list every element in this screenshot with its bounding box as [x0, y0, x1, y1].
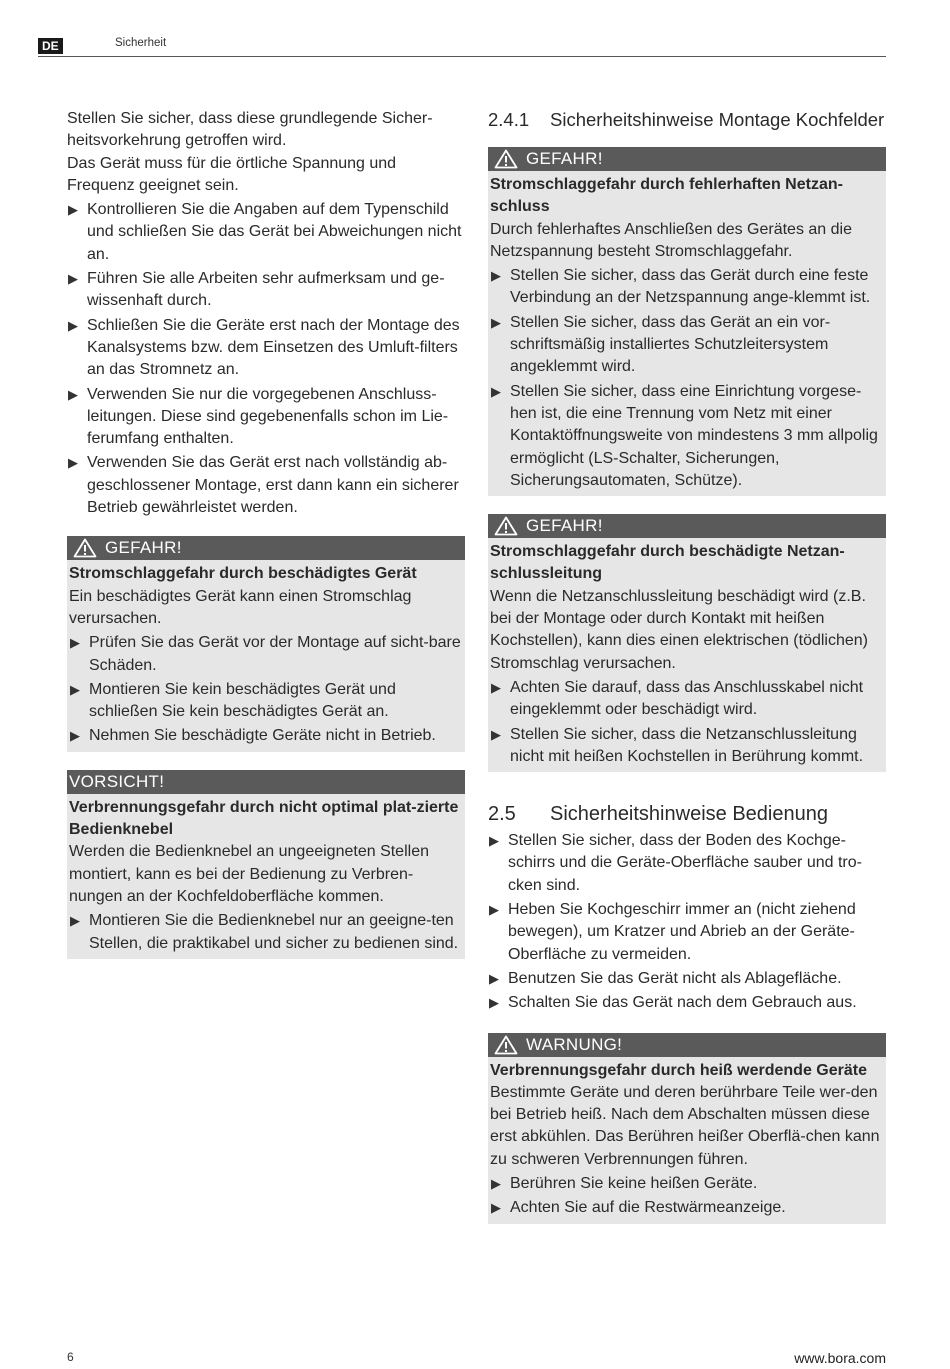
caution-text: Werden die Bedienknebel an ungeeigneten Stellen montiert, kann es bei der Bedienung zu Verbren-nungen an der Kochfeldoberfläche kommen.: [69, 843, 429, 905]
list-item: ▶ Stellen Sie sicher, dass der Boden des Kochge-schirrs und die Geräte-Oberfläche sauber und tro-cken sind.: [489, 832, 862, 894]
bullet-triangle-icon: ▶: [68, 271, 78, 287]
bullet-triangle-icon: ▶: [70, 913, 80, 929]
bullet-triangle-icon: ▶: [489, 970, 499, 986]
section-number: 2.5: [488, 803, 516, 826]
bullet-triangle-icon: ▶: [491, 726, 501, 742]
list-item: ▶ Achten Sie darauf, dass das Anschlusskabel nicht eingeklemmt oder beschädigt wird.: [491, 678, 864, 719]
danger-label: GEFAHR!: [526, 149, 603, 168]
danger-box: [488, 514, 886, 772]
danger-title: Stromschlaggefahr durch fehlerhaften Netzan-schluss: [490, 176, 843, 216]
bullet-triangle-icon: ▶: [491, 314, 501, 330]
danger-text: Ein beschädigtes Gerät kann einen Stromschlag verursachen.: [69, 587, 412, 627]
bullet-triangle-icon: ▶: [489, 902, 499, 918]
bullet-triangle-icon: ▶: [489, 833, 499, 849]
left-column: [67, 108, 465, 959]
list-item: ▶ Stellen Sie sicher, dass eine Einrichtung vorgese-hen ist, die eine Trennung vom Netz mit einer Kontaktöffnungsweite von mindestens 3 mm allpolig ermöglicht (LS-Schalter, Sicherungen, Sicherungsautomaten, Schütze).: [491, 382, 878, 489]
danger-title: Stromschlaggefahr durch beschädigte Netzan-schlussleitung: [490, 543, 845, 583]
bullet-triangle-icon: ▶: [70, 728, 80, 744]
bullet-triangle-icon: ▶: [491, 268, 501, 284]
section-number: 2.4.1: [488, 109, 530, 130]
danger-label: GEFAHR!: [105, 538, 182, 558]
list-item: ▶ Verwenden Sie das Gerät erst nach vollständig ab-geschlossener Montage, erst dann kann ein sicherer Betrieb gewährleistet werden.: [68, 454, 459, 517]
bullet-triangle-icon: ▶: [491, 1200, 501, 1216]
list-item: ▶ Führen Sie alle Arbeiten sehr aufmerksam und ge-wissenhaft durch.: [68, 270, 445, 310]
danger-text: Wenn die Netzanschlussleitung beschädigt wird (z.B. bei der Montage oder durch Kontakt mit heißen Kochstellen), kann dies einen elektrischen (tödlichen) Stromschlag verursachen.: [490, 587, 868, 672]
danger-title: Stromschlaggefahr durch beschädigtes Gerät: [69, 565, 417, 583]
right-column: [488, 108, 886, 1224]
bullet-triangle-icon: ▶: [68, 386, 78, 402]
caution-title: Verbrennungsgefahr durch nicht optimal plat-zierte Bedienknebel: [69, 798, 459, 839]
caution-label: VORSICHT!: [69, 771, 165, 791]
danger-bar: [488, 514, 886, 538]
list-item: ▶ Heben Sie Kochgeschirr immer an (nicht ziehend bewegen), um Kratzer und Abrieb an der Geräte-Oberfläche zu vermeiden.: [489, 901, 856, 963]
header-section-title: Sicherheit: [115, 37, 167, 49]
danger-label: GEFAHR!: [526, 516, 603, 536]
danger-box: [488, 147, 886, 496]
bullet-triangle-icon: ▶: [70, 681, 80, 697]
danger-text: Durch fehlerhaftes Anschließen des Gerätes an die Netzspannung besteht Stromschlaggefahr.: [490, 220, 852, 260]
warning-triangle-icon: [494, 149, 518, 169]
list-item: ▶ Verwenden Sie nur die vorgegebenen Anschluss-leitungen. Diese sind gegebenenfalls schon im Lie-ferumfang enthalten.: [68, 385, 449, 448]
bullet-triangle-icon: ▶: [491, 383, 501, 399]
section-heading-2-5: [488, 802, 886, 826]
list-item: ▶ Kontrollieren Sie die Angaben auf dem Typenschild und schließen Sie das Gerät bei Abweichungen nicht an.: [68, 201, 462, 263]
warning-triangle-icon: [494, 1035, 518, 1055]
footer-url: www.bora.com: [794, 1350, 886, 1366]
list-item: ▶ Montieren Sie kein beschädigtes Gerät und schließen Sie kein beschädigtes Gerät an.: [70, 680, 396, 721]
section-title: Sicherheitshinweise Montage Kochfelder: [550, 109, 885, 130]
bullet-triangle-icon: ▶: [68, 202, 78, 218]
list-item: ▶ Prüfen Sie das Gerät vor der Montage auf sicht-bare Schäden.: [70, 634, 461, 674]
page-number: 6: [67, 1350, 74, 1364]
bullet-triangle-icon: ▶: [491, 1175, 501, 1191]
warning-triangle-icon: [494, 516, 518, 536]
language-badge: DE: [38, 38, 63, 54]
list-item: ▶ Achten Sie auf die Restwärmeanzeige.: [490, 1197, 884, 1219]
caution-bar: [67, 770, 465, 794]
bullet-triangle-icon: ▶: [491, 679, 501, 695]
section-title: Sicherheitshinweise Bedienung: [550, 803, 828, 826]
list-item: ▶ Stellen Sie sicher, dass das Gerät durch eine feste Verbindung an der Netzspannung ange-klemmt ist.: [491, 267, 871, 307]
page-header: [38, 36, 886, 57]
danger-bar: [67, 536, 465, 560]
warning-triangle-icon: [73, 538, 97, 558]
intro-paragraph: Stellen Sie sicher, dass diese grundlegende Sicher-heitsvorkehrung getroffen wird.: [67, 110, 433, 150]
warning-bar: [488, 1033, 886, 1057]
bullet-triangle-icon: ▶: [68, 455, 78, 471]
intro-paragraph: Das Gerät muss für die örtliche Spannung und Frequenz geeignet sein.: [67, 154, 397, 194]
list-item: ▶ Nehmen Sie beschädigte Geräte nicht in Betrieb.: [69, 725, 463, 747]
bullet-triangle-icon: ▶: [70, 635, 80, 651]
list-item: ▶ Montieren Sie die Bedienknebel nur an geeigne-ten Stellen, die praktikabel und sicher zu bedienen sind.: [70, 912, 459, 952]
danger-box: [67, 536, 465, 751]
caution-box: [67, 770, 465, 959]
warning-title: Verbrennungsgefahr durch heiß werdende Geräte: [490, 1061, 867, 1079]
warning-box: [488, 1033, 886, 1224]
list-item: ▶ Benutzen Sie das Gerät nicht als Ablagefläche.: [488, 968, 886, 990]
bullet-triangle-icon: ▶: [68, 317, 78, 333]
list-item: ▶ Stellen Sie sicher, dass das Gerät an ein vor-schriftsmäßig installiertes Schutzleitersystem angeklemmt wird.: [491, 313, 831, 376]
list-item: ▶ Berühren Sie keine heißen Geräte.: [490, 1173, 884, 1195]
danger-bar: [488, 147, 886, 171]
list-item: ▶ Schließen Sie die Geräte erst nach der Montage des Kanalsystems bzw. dem Einsetzen des Umluft-filters an das Stromnetz an.: [68, 316, 460, 379]
list-item: ▶ Schalten Sie das Gerät nach dem Gebrauch aus.: [488, 992, 886, 1014]
warning-label: WARNUNG!: [526, 1034, 623, 1054]
section-heading-2-4-1: [488, 108, 886, 132]
warning-text: Bestimmte Geräte und deren berührbare Teile wer-den bei Betrieb heiß. Nach dem Abschalten müssen diese erst abkühlen. Das Berühren heißer Oberflä-chen kann zu schweren Verbrennungen führen.: [490, 1083, 880, 1168]
bullet-triangle-icon: ▶: [489, 995, 499, 1011]
list-item: ▶ Stellen Sie sicher, dass die Netzanschlussleitung nicht mit heißen Kochstellen in Berührung kommt.: [491, 725, 864, 765]
